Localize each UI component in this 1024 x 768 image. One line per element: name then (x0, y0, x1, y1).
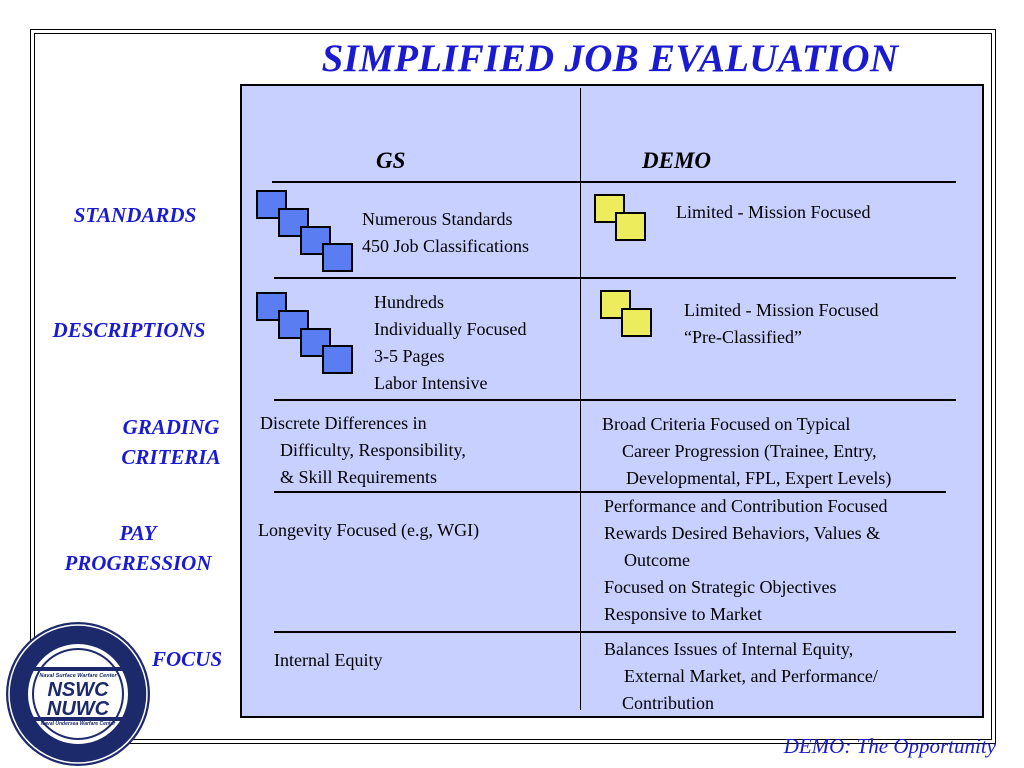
gs-pay-text: Longevity Focused (e.g, WGI) (258, 520, 480, 540)
row-label-focus: FOCUS (151, 647, 223, 671)
demo-focus-text: Balances Issues of Internal Equity, External Market, and Performance/ Contribution (604, 639, 878, 713)
demo-descriptions-text: Limited - Mission Focused “Pre-Classified” (684, 300, 879, 347)
svg-text:NUWC: NUWC (46, 698, 110, 720)
row-divider (274, 399, 956, 401)
svg-text:NSWC: NSWC (47, 679, 109, 701)
nswc-nuwc-seal-logo (4, 620, 152, 768)
footer-caption: DEMO: The Opportunity (783, 734, 996, 758)
row-divider (274, 631, 956, 633)
gs-focus-text: Internal Equity (274, 650, 383, 670)
row-label-grading-criteria: GRADING CRITERIA (121, 415, 221, 469)
page-title: SIMPLIFIED JOB EVALUATION (321, 37, 899, 80)
row-label-descriptions: DESCRIPTIONS (52, 318, 206, 342)
column-header-demo: DEMO (642, 148, 712, 173)
row-label-standards: STANDARDS (73, 203, 197, 227)
gs-descriptions-text: Hundreds Individually Focused 3-5 Pages Labor Intensive (374, 292, 527, 393)
demo-standards-text: Limited - Mission Focused (676, 202, 871, 222)
gs-standards-text: Numerous Standards 450 Job Classifications (362, 209, 529, 256)
demo-grading-text: Broad Criteria Focused on Typical Career Progression (Trainee, Entry, Developmental, FPL, Expert Levels) (602, 414, 892, 488)
svg-text:Naval Surface Warfare Center: Naval Surface Warfare Center (39, 673, 117, 679)
svg-text:Naval Undersea Warfare Center: Naval Undersea Warfare Center (40, 721, 116, 727)
gs-grading-text: Discrete Differences in Difficulty, Responsibility, & Skill Requirements (260, 413, 466, 487)
header-rule (272, 181, 956, 183)
column-header-gs: GS (376, 148, 406, 173)
row-label-pay-progression: PAY PROGRESSION (64, 521, 212, 575)
row-divider (274, 277, 956, 279)
demo-pay-text: Performance and Contribution Focused Rewards Desired Behaviors, Values & Outcome Focused on Strategic Objectives Responsive to Market (604, 496, 888, 624)
